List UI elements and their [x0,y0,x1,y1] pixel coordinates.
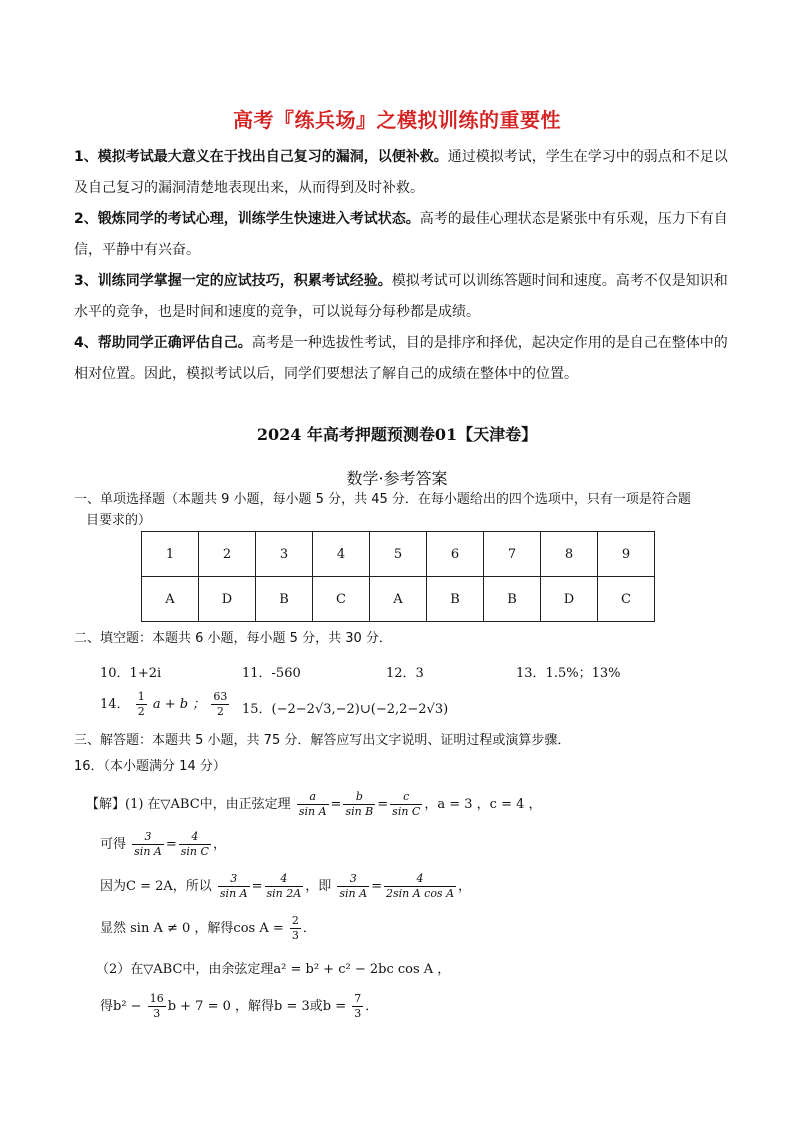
fraction-numerator: 63 [213,690,228,703]
answer-cell: B [427,577,484,622]
fraction-denominator: 2sin A cos A [385,887,455,900]
fill-answer-12: 12．3 [386,666,424,681]
question-number: 8 [541,532,598,577]
intro-paragraph-3 [74,266,728,328]
fraction-denominator: sin B [345,805,374,818]
question-number: 3 [256,532,313,577]
question-number: 5 [370,532,427,577]
exam-title: 2024 年高考押题预测卷01【天津卷】 [256,425,538,444]
fraction-denominator: sin A [219,887,248,900]
fraction-denominator: sin C [392,805,421,818]
fraction [132,830,164,859]
solution-text: 【解】(1) 在▽ABC中，由正弦定理 [86,797,291,812]
fill-answer-14 [100,690,231,719]
fill-answer-15: 15．(−2−2√3,−2)∪(−2,2−2√3) [242,702,449,717]
solution-text: 因为C = 2A，所以 [100,879,212,894]
fill-answer-10: 10．1+2i [100,666,162,681]
answer-table [141,531,655,622]
answer-cell: B [484,577,541,622]
intro-paragraph-2 [74,204,728,266]
answer-cell: C [598,577,655,622]
fraction-numerator: 4 [384,872,456,887]
answer-table-number-row [142,532,655,577]
fraction [352,992,363,1021]
solution-text: 可得 [100,837,127,852]
answer-cell: A [370,577,427,622]
solution-line-4: 显然 sin A ≠ 0 ，解得cos A = $\frac{2}{3}$ ． [100,914,316,942]
fraction [337,872,369,901]
answer-cell: B [256,577,313,622]
question-number: 9 [598,532,655,577]
fraction-numerator: 3 [218,872,250,887]
fraction-numerator: c [390,790,422,805]
solution-text: b + 7 = 0 ，解得b = 3或b = [167,999,347,1014]
intro-paragraph-bold: 2、锻炼同学的考试心理，训练学生快速进入考试状态。 [74,211,420,227]
fraction [290,914,301,943]
question-number: 7 [484,532,541,577]
answer-cell: D [199,577,256,622]
intro-paragraph-bold: 1、模拟考试最大意义在于找出自己复习的漏洞，以便补救。 [74,149,448,165]
fraction-numerator: 1 [137,690,145,703]
section-1-heading: 一、单项选择题（本题共 9 小题，每小题 5 分，共 45 分．在每小题给出的四个选项中，只有一项是符合题 [74,492,691,507]
fraction-denominator: 2 [216,705,224,718]
intro-paragraph-text: 模拟考试可以训练答题时间和速度。高考不仅是知识和水平的竞争，也是时间和速度的竞争，可以说每分每秒都是成绩。 [74,273,728,320]
intro-paragraph-4 [74,328,728,390]
fraction [136,690,147,719]
fraction [218,872,250,901]
fill-answer-14-label: 14． [100,697,130,712]
solution-line-5: （2）在▽ABC中，由余弦定理a² = b² + c² − 2bc cos A ， [96,962,451,977]
page-title: 高考『练兵场』之模拟训练的重要性 [233,108,561,132]
fraction-numerator: 3 [337,872,369,887]
fraction-denominator: 3 [153,1007,161,1020]
solution-text: ，即 [305,879,332,894]
question-number: 6 [427,532,484,577]
vector-expression: a + b ； [152,697,206,712]
fill-answer-11: 11．-560 [242,666,301,681]
fraction-denominator: 2 [137,705,145,718]
answer-table-answer-row [142,577,655,622]
intro-paragraph-bold: 4、帮助同学正确评估自己。 [74,335,252,351]
intro-paragraph-text: 高考的最佳心理状态是紧张中有乐观，压力下有自信，平静中有兴奋。 [74,211,728,258]
intro-paragraph-bold: 3、训练同学掌握一定的应试技巧，积累考试经验。 [74,273,392,289]
fraction-denominator: sin A [339,887,368,900]
fraction-denominator: sin C [180,845,209,858]
fraction-numerator: 2 [291,914,299,927]
intro-paragraph-text: 通过模拟考试，学生在学习中的弱点和不足以及自己复习的漏洞清楚地表现出来，从而得到及时补救。 [74,149,728,196]
fraction-numerator: 16 [149,992,164,1005]
question-16-header: 16．（本小题满分 14 分） [74,759,226,774]
fraction-numerator: 4 [265,872,304,887]
fraction-denominator: sin A [298,805,327,818]
fraction-denominator: 3 [354,1007,362,1020]
fraction-numerator: 7 [354,992,362,1005]
fill-answer-13: 13．1.5%；13% [516,666,621,681]
answer-cell: C [313,577,370,622]
fraction-numerator: a [297,790,329,805]
fraction [384,872,456,901]
fraction [179,830,211,859]
solution-text: 显然 sin A ≠ 0 ，解得cos A = [100,921,284,936]
question-number: 4 [313,532,370,577]
fraction [343,790,375,819]
solution-text: ，a = 3 ，c = 4 ， [424,797,542,812]
fraction-denominator: sin 2A [266,887,302,900]
section-1-heading-cont: 目要求的） [86,513,152,528]
fraction-numerator: 4 [179,830,211,845]
solution-line-3: 因为C = 2A，所以 $\frac{3}{\text{sin A}}$ = $\frac{4}{\sin 2A}$ ，即 $\frac{3}{\text{sin A}}$ = $\frac{4}{\text{2sin A cos A}}$ ， [100,872,472,900]
solution-text: 得b² − [100,999,142,1014]
intro-paragraph-1 [74,142,728,204]
fraction [148,992,166,1021]
solution-line-2: 可得 $\frac{3}{\text{sin A}}$ = $\frac{4}{\text{sin C}}$ ， [100,830,226,858]
intro-paragraph-text: 高考是一种选拔性考试，目的是排序和择优，起决定作用的是自己在整体中的相对位置。因此，模拟考试以后，同学们要想法了解自己的成绩在整体中的位置。 [74,335,728,382]
answer-cell: A [142,577,199,622]
fraction [265,872,304,901]
fraction-denominator: sin A [134,845,162,858]
fraction [297,790,329,819]
fraction-numerator: 3 [132,830,164,845]
fraction [211,690,229,719]
solution-line-6: 得b² − $\frac{16}{3}$ b + 7 = 0 ，解得b = 3或b = $\frac{7}{3}$ ． [100,992,379,1020]
answer-cell: D [541,577,598,622]
section-2-heading: 二、填空题：本题共 6 小题，每小题 5 分，共 30 分． [74,631,392,646]
answer-subtitle: 数学·参考答案 [346,469,448,488]
question-number: 1 [142,532,199,577]
question-number: 2 [199,532,256,577]
solution-line-1: 【解】(1) 在▽ABC中，由正弦定理 $\frac{a}{\text{sin A}}$ = $\frac{b}{\text{sin B}}$ = $\frac{c}{\text{sin C}}$ ，a = 3 ，c = 4 ， [86,790,542,818]
fraction-numerator: b [343,790,375,805]
fraction [390,790,422,819]
fraction-denominator: 3 [291,929,299,942]
section-3-heading: 三、解答题：本题共 5 小题，共 75 分．解答应写出文字说明、证明过程或演算步骤． [74,733,571,748]
